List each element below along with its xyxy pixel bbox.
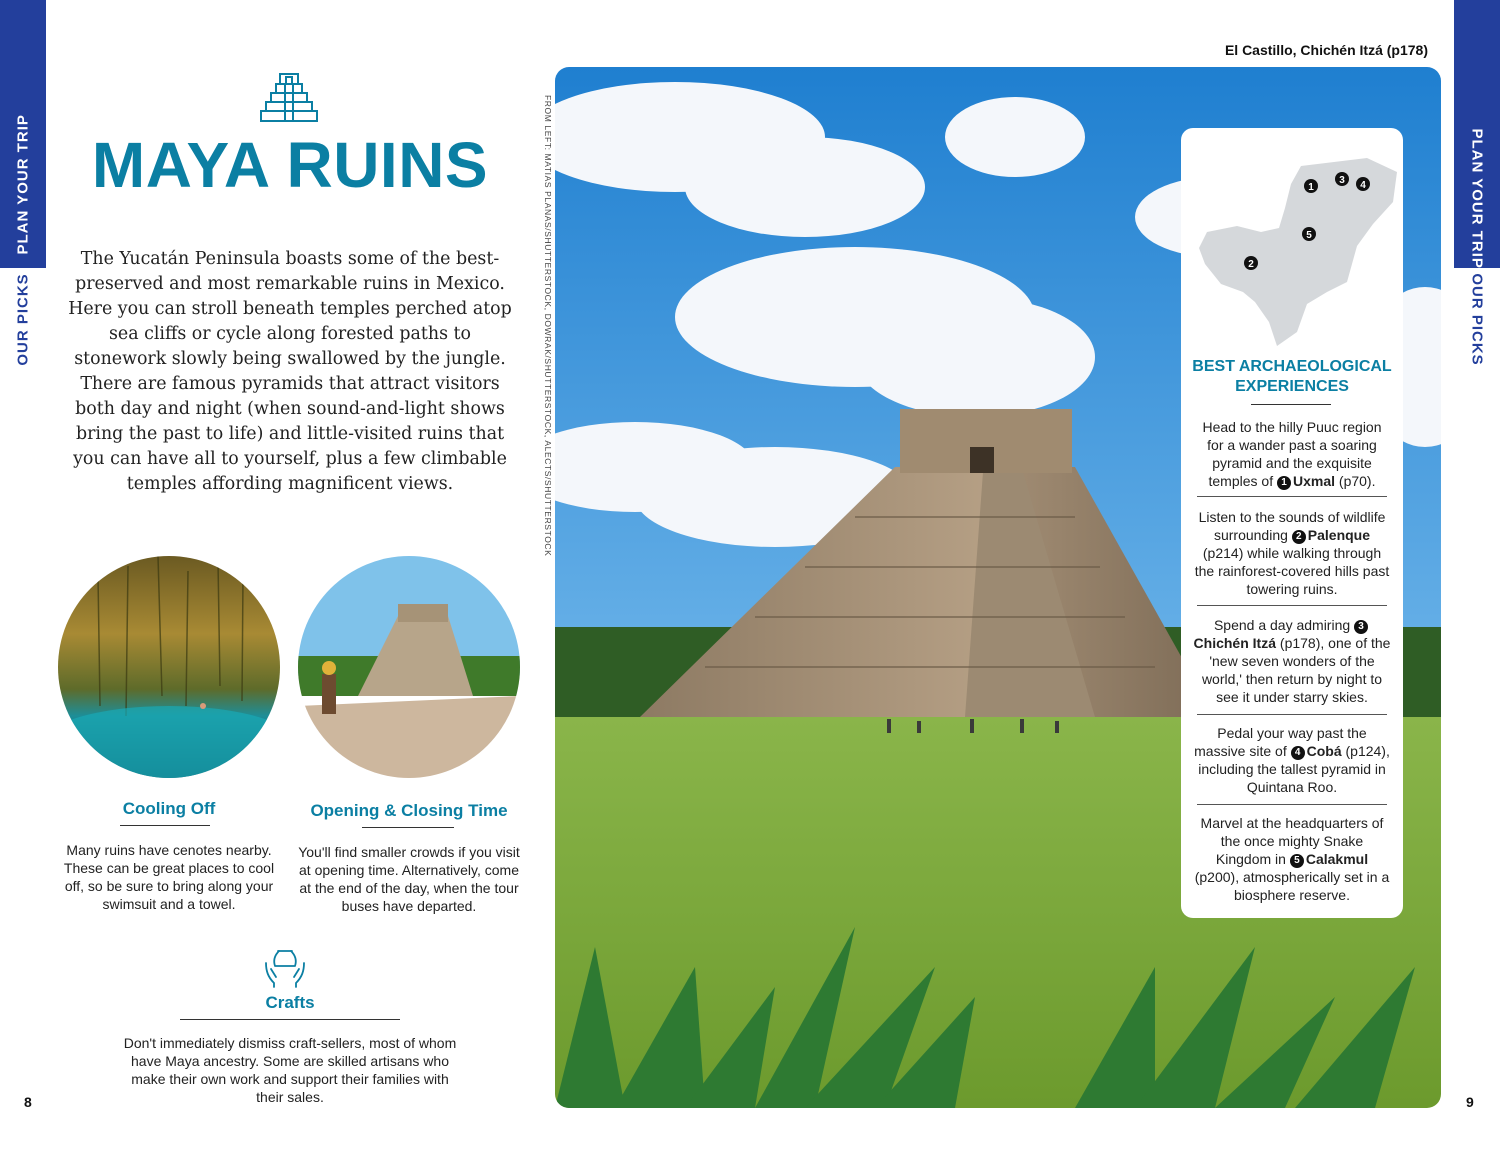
cenote-photo [58,556,280,778]
tip-heading-cooling-off: Cooling Off [122,799,216,818]
experience-item: Head to the hilly Puuc region for a wander past a soaring pyramid and the exquisite temples of 1 Uxmal (p70). [1202,419,1382,489]
tip-heading-crafts: Crafts [265,993,315,1012]
map-marker [1304,179,1318,193]
side-tab-right [1454,0,1500,1154]
temple-icon [258,72,320,124]
divider [120,825,210,826]
tab-our-picks: OUR PICKS [14,273,32,366]
separator [1197,714,1387,715]
experience-item: Spend a day admiring 3Chichén Itzá (p178), one of the 'new seven wonders of the world,' then return by night to see it under starry skies. [1193,617,1391,705]
photo-credit: FROM LEFT: MATIAS PLANAS/SHUTTERSTOCK, DOWRAK/SHUTTERSTOCK, ALECTS/SHUTTERSTOCK [543,95,553,557]
map-marker [1335,172,1349,186]
map-marker [1302,227,1316,241]
map-marker [1356,177,1370,191]
yucatan-map [1197,142,1397,350]
divider [362,827,454,828]
tip-text-crafts: Don't immediately dismiss craft-sellers, most of whom have Maya ancestry. Some are skilled artisans who make their own work and support their families with their sales. [123,1035,457,1105]
svg-text:5: 5 [1306,230,1312,241]
page-number-left: 8 [24,1094,32,1110]
photo-caption: El Castillo, Chichén Itzá (p178) [1224,42,1428,58]
tip-text-opening-closing: You'll find smaller crowds if you visit at opening time. Alternatively, come at the end of the day, when the tour buses have departed. [298,844,520,914]
separator [1197,496,1387,497]
separator [1197,605,1387,606]
crafts-hands-icon [263,945,307,989]
intro-paragraph: The Yucatán Peninsula boasts some of the best-preserved and most remarkable ruins in Mexico. Here you can stroll beneath temples perched atop sea cliffs or cycle along forested paths to stonework slowly being swallowed by the jungle. There are famous pyramids that attract visitors both day and night (when sound-and-light shows bring the past to life) and little-visited ruins that you can have all to yourself, plus a few climbable temples affording magnificent views. [68,249,512,494]
uxmal-photo [298,556,520,778]
page-number-right: 9 [1466,1094,1474,1110]
best-archaeological-panel [1181,128,1403,918]
svg-text:4: 4 [1360,180,1366,191]
tab-plan-your-trip: PLAN YOUR TRIP [14,114,32,255]
svg-text:1: 1 [1308,182,1314,193]
divider [1251,404,1331,405]
panel-heading: BEST ARCHAEOLOGICAL EXPERIENCES [1192,358,1392,395]
map-marker [1244,256,1258,270]
page-title: MAYA RUINS [91,129,489,201]
experience-item: Marvel at the headquarters of the once mighty Snake Kingdom in 5 Calakmul (p200), atmospherically set in a biosphere reserve. [1194,815,1390,903]
tip-text-cooling-off: Many ruins have cenotes nearby. These can be great places to cool off, so be sure to bring along your swimsuit and a towel. [63,842,275,912]
svg-text:2: 2 [1248,259,1254,270]
experience-item: Pedal your way past the massive site of 4 Cobá (p124), including the tallest pyramid in Quintana Roo. [1194,725,1390,795]
tab-plan-your-trip: PLAN YOUR TRIP [1468,128,1486,269]
separator [1197,804,1387,805]
tab-our-picks: OUR PICKS [1468,273,1486,366]
side-tab-left [0,0,46,1154]
divider [180,1019,400,1020]
tip-heading-opening-closing: Opening & Closing Time [310,801,508,820]
svg-text:3: 3 [1339,175,1345,186]
experience-item: Listen to the sounds of wildlife surrounding 2 Palenque (p214) while walking through the rainforest-covered hills past towering ruins. [1194,509,1390,597]
